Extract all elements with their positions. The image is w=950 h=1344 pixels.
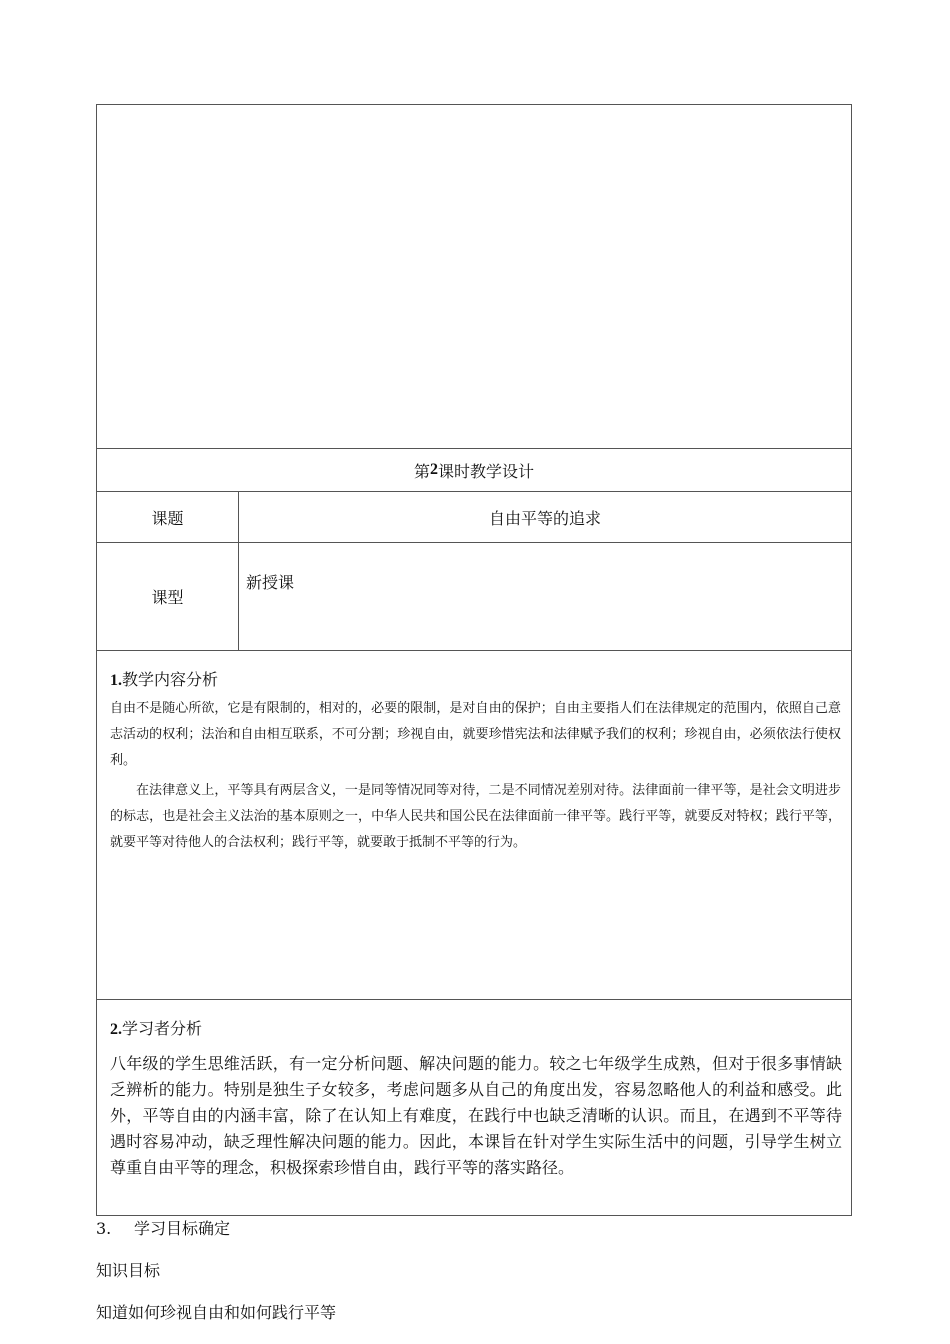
goals-title: 学习目标确定: [134, 1219, 231, 1238]
content-analysis-paragraph-equality: 在法律意义上，平等具有两层含义，一是同等情况同等对待，二是不同情况差别对待。法律面前一律平等，是社会文明进步的标志，也是社会主义法治的基本原则之一，中华人民共和国公民在法律面前一律平等。践行平等，就要反对特权；践行平等，就要平等对待他人的合法权利；践行平等，就要敢于抵制不平等的行为。: [110, 783, 841, 850]
lesson-type-row: [97, 542, 851, 650]
learner-analysis-heading: [110, 1016, 842, 1039]
learner-analysis-number: 2.: [110, 1021, 122, 1038]
lesson-type-value: 新授课: [246, 573, 295, 592]
section-title: [97, 448, 851, 491]
content-analysis-number: 1.: [110, 672, 122, 689]
topic-row: [97, 491, 851, 542]
goals-number: 3.: [96, 1219, 112, 1238]
learner-analysis-title: 学习者分析: [122, 1019, 203, 1038]
section-title-number: 2: [430, 461, 438, 478]
knowledge-goal-text: 知道如何珍视自由和如何践行平等: [96, 1303, 337, 1322]
learner-analysis-body: 八年级的学生思维活跃，有一定分析问题、解决问题的能力。较之七年级学生成熟，但对于很多事情缺乏辨析的能力。特别是独生子女较多，考虑问题多从自己的角度出发，容易忽略他人的利益和感受。此外，平等自由的内涵丰富，除了在认知上有难度，在践行中也缺乏清晰的认识。而且，在遇到不平等待遇时容易冲动，缺乏理性解决问题的能力。因此，本课旨在针对学生实际生活中的问题，引导学生树立尊重自由平等的理念，积极探索珍惜自由，践行平等的落实路径。: [110, 1054, 842, 1177]
goals-heading: [96, 1216, 230, 1239]
topic-label: 课题: [97, 492, 239, 542]
topic-value: 自由平等的追求: [488, 508, 601, 528]
section-title-suffix: 课时教学设计: [438, 461, 535, 481]
lesson-type-label: 课型: [97, 543, 239, 650]
content-analysis-paragraph-freedom: 自由不是随心所欲，它是有限制的，相对的，必要的限制，是对自由的保护；自由主要指人们在法律规定的范围内，依照自己意志活动的权利；法治和自由相互联系，不可分割；珍视自由，就要珍惜宪法和法律赋予我们的权利；珍视自由，必须依法行使权利。: [110, 701, 841, 768]
content-analysis-cell: [97, 650, 851, 999]
blank-top-cell: [97, 105, 851, 448]
knowledge-goal-label: 知识目标: [96, 1261, 161, 1280]
learner-analysis-cell: [97, 999, 851, 1215]
content-analysis-title: 教学内容分析: [122, 670, 219, 689]
lesson-design-table: [96, 104, 852, 1216]
section-title-prefix: 第: [413, 461, 430, 481]
content-analysis-heading: [110, 667, 841, 690]
